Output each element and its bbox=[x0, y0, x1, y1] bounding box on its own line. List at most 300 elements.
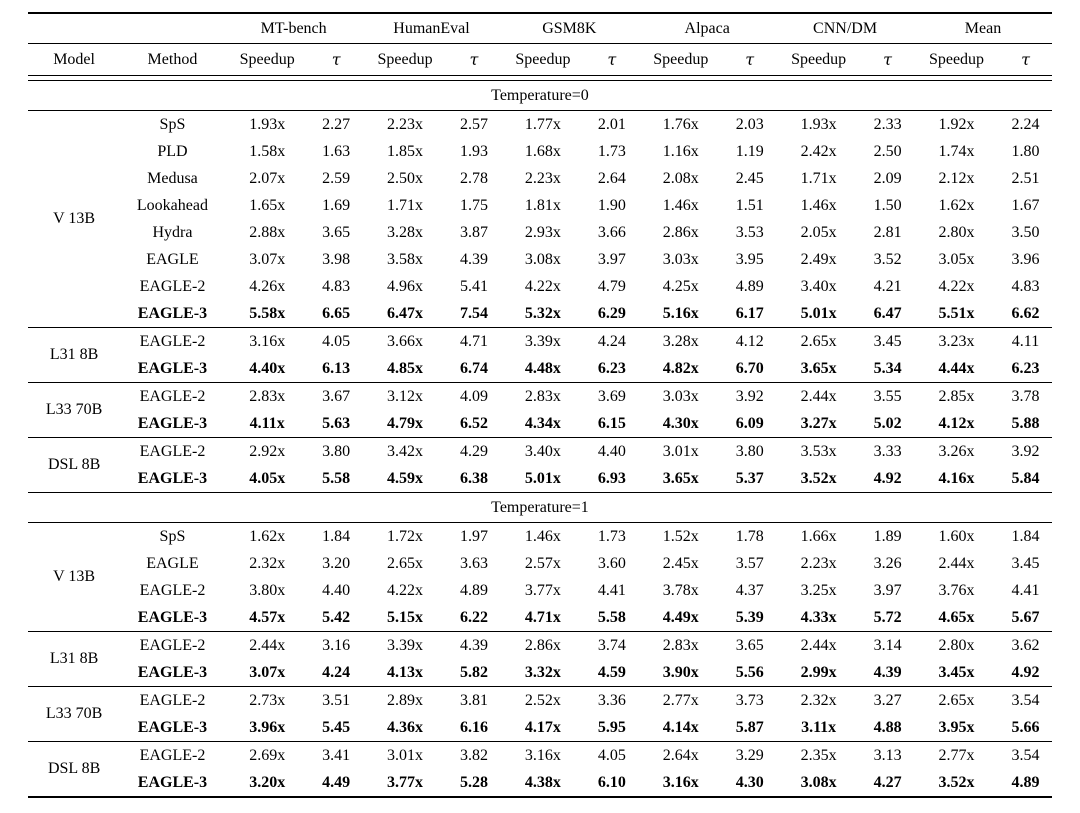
speedup-cell: 2.42x bbox=[800, 142, 837, 160]
tau-cell: 4.09 bbox=[448, 383, 501, 411]
tau-cell: 6.23 bbox=[1011, 359, 1040, 377]
tau-cell: 3.54 bbox=[999, 742, 1052, 770]
tau-cell: 4.49 bbox=[322, 773, 351, 791]
speedup-cell: 3.08x bbox=[524, 250, 561, 268]
speedup-cell: 2.23x bbox=[524, 169, 561, 187]
benchmark-name: GSM8K bbox=[500, 13, 638, 44]
speedup-cell: 2.35x bbox=[776, 742, 861, 770]
speedup-cell: 3.27x bbox=[800, 414, 837, 432]
table-row bbox=[28, 273, 1052, 300]
speedup-cell: 4.40x bbox=[249, 359, 286, 377]
tau-cell: 2.64 bbox=[597, 169, 626, 187]
tau-cell: 4.89 bbox=[459, 581, 488, 599]
speedup-cell: 4.85x bbox=[387, 359, 424, 377]
speedup-cell: 3.39x bbox=[363, 632, 448, 660]
speedup-cell: 4.48x bbox=[524, 359, 561, 377]
speedup-cell: 1.72x bbox=[363, 523, 448, 551]
tau-cell: 1.75 bbox=[459, 196, 488, 214]
speedup-cell: 2.32x bbox=[249, 554, 286, 572]
tau-cell: 3.14 bbox=[861, 632, 914, 660]
tau-cell: 4.71 bbox=[448, 328, 501, 356]
tau-cell: 3.66 bbox=[597, 223, 626, 241]
tau-cell: 6.15 bbox=[597, 414, 626, 432]
model-cell: DSL 8B bbox=[28, 438, 120, 493]
model-cell: L31 8B bbox=[28, 328, 120, 383]
speedup-cell: 3.01x bbox=[363, 742, 448, 770]
speedup-cell: 2.65x bbox=[387, 554, 424, 572]
speedup-cell: 4.49x bbox=[662, 608, 699, 626]
method-cell: EAGLE-3 bbox=[137, 608, 208, 626]
tau-cell: 4.39 bbox=[873, 663, 902, 681]
speedup-cell: 1.66x bbox=[776, 523, 861, 551]
speedup-cell: 1.71x bbox=[800, 169, 837, 187]
speedup-cell: 4.22x bbox=[387, 581, 424, 599]
tau-cell: 3.87 bbox=[459, 223, 488, 241]
tau-cell: 3.52 bbox=[873, 250, 902, 268]
speedup-cell: 2.83x bbox=[225, 383, 310, 411]
speedup-cell: 1.76x bbox=[638, 111, 723, 139]
speedup-cell: 1.16x bbox=[662, 142, 699, 160]
speedup-cell: 4.96x bbox=[387, 277, 424, 295]
speedup-cell: 2.65x bbox=[776, 328, 861, 356]
speedup-cell: 2.44x bbox=[776, 383, 861, 411]
speedup-cell: 5.16x bbox=[662, 304, 699, 322]
speedup-cell: 4.57x bbox=[249, 608, 286, 626]
speedup-cell: 3.40x bbox=[800, 277, 837, 295]
speedup-cell: 4.59x bbox=[387, 469, 424, 487]
tau-cell: 6.47 bbox=[873, 304, 902, 322]
speedup-cell: 1.81x bbox=[524, 196, 561, 214]
speedup-cell: 3.42x bbox=[363, 438, 448, 466]
speedup-cell: 4.36x bbox=[387, 718, 424, 736]
speedup-cell: 2.69x bbox=[225, 742, 310, 770]
speedup-cell: 3.95x bbox=[938, 718, 975, 736]
speedup-cell: 5.32x bbox=[524, 304, 561, 322]
method-cell: EAGLE bbox=[146, 554, 199, 572]
tau-column-header: τ bbox=[331, 50, 341, 69]
table-row bbox=[28, 632, 1052, 660]
tau-cell: 3.50 bbox=[1011, 223, 1040, 241]
tau-column-header: τ bbox=[745, 50, 755, 69]
tau-cell: 5.39 bbox=[735, 608, 764, 626]
table-row bbox=[28, 300, 1052, 328]
tau-column-header: τ bbox=[469, 50, 479, 69]
method-cell: EAGLE-2 bbox=[139, 581, 206, 599]
tau-cell: 2.50 bbox=[873, 142, 902, 160]
speedup-cell: 3.90x bbox=[662, 663, 699, 681]
table-row bbox=[28, 219, 1052, 246]
speedup-cell: 5.15x bbox=[387, 608, 424, 626]
table-row bbox=[28, 465, 1052, 493]
tau-cell: 3.73 bbox=[723, 687, 776, 715]
tau-cell: 3.65 bbox=[322, 223, 351, 241]
tau-cell: 3.97 bbox=[597, 250, 626, 268]
speedup-cell: 4.13x bbox=[387, 663, 424, 681]
speedup-results-table bbox=[28, 12, 1052, 798]
tau-cell: 3.74 bbox=[585, 632, 638, 660]
speedup-cell: 2.86x bbox=[500, 632, 585, 660]
section-title: Temperature=0 bbox=[28, 81, 1052, 111]
tau-cell: 3.29 bbox=[723, 742, 776, 770]
method-cell: EAGLE-2 bbox=[139, 277, 206, 295]
tau-cell: 6.70 bbox=[735, 359, 764, 377]
table-row bbox=[28, 742, 1052, 770]
speedup-cell: 1.92x bbox=[914, 111, 999, 139]
speedup-cell: 3.96x bbox=[249, 718, 286, 736]
table-row bbox=[28, 192, 1052, 219]
tau-cell: 5.34 bbox=[873, 359, 902, 377]
tau-cell: 4.27 bbox=[873, 773, 902, 791]
speedup-cell: 1.77x bbox=[500, 111, 585, 139]
speedup-cell: 4.65x bbox=[938, 608, 975, 626]
speedup-cell: 2.44x bbox=[938, 554, 975, 572]
tau-cell: 4.05 bbox=[310, 328, 363, 356]
speedup-cell: 3.11x bbox=[801, 718, 837, 736]
table-row bbox=[28, 328, 1052, 356]
method-cell: PLD bbox=[157, 142, 188, 160]
tau-column-header: τ bbox=[607, 50, 617, 69]
speedup-cell: 3.80x bbox=[249, 581, 286, 599]
tau-cell: 4.59 bbox=[597, 663, 626, 681]
speedup-cell: 4.33x bbox=[800, 608, 837, 626]
speedup-cell: 3.40x bbox=[500, 438, 585, 466]
model-cell: L33 70B bbox=[28, 687, 120, 742]
speedup-cell: 3.65x bbox=[800, 359, 837, 377]
tau-cell: 4.40 bbox=[585, 438, 638, 466]
tau-cell: 2.45 bbox=[735, 169, 764, 187]
table-row bbox=[28, 714, 1052, 742]
speedup-cell: 3.03x bbox=[662, 250, 699, 268]
method-cell: SpS bbox=[120, 111, 224, 139]
speedup-cell: 1.85x bbox=[387, 142, 424, 160]
speedup-cell: 2.99x bbox=[800, 663, 837, 681]
speedup-cell: 3.76x bbox=[938, 581, 975, 599]
speedup-cell: 6.47x bbox=[387, 304, 424, 322]
tau-cell: 3.45 bbox=[861, 328, 914, 356]
tau-cell: 2.78 bbox=[459, 169, 488, 187]
speedup-cell: 3.39x bbox=[500, 328, 585, 356]
tau-cell: 4.29 bbox=[448, 438, 501, 466]
speedup-cell: 2.52x bbox=[500, 687, 585, 715]
table-row bbox=[28, 138, 1052, 165]
tau-cell: 3.26 bbox=[873, 554, 902, 572]
tau-cell: 4.79 bbox=[597, 277, 626, 295]
speedup-column-header: Speedup bbox=[239, 50, 295, 68]
speedup-cell: 2.12x bbox=[938, 169, 975, 187]
tau-cell: 4.92 bbox=[1011, 663, 1040, 681]
speedup-cell: 2.83x bbox=[638, 632, 723, 660]
tau-cell: 4.30 bbox=[735, 773, 764, 791]
tau-cell: 5.28 bbox=[459, 773, 488, 791]
method-cell: Medusa bbox=[147, 169, 198, 187]
speedup-cell: 4.17x bbox=[524, 718, 561, 736]
tau-cell: 2.59 bbox=[322, 169, 351, 187]
method-cell: SpS bbox=[120, 523, 224, 551]
speedup-cell: 2.44x bbox=[225, 632, 310, 660]
tau-cell: 1.19 bbox=[735, 142, 764, 160]
speedup-cell: 3.65x bbox=[662, 469, 699, 487]
speedup-cell: 2.93x bbox=[524, 223, 561, 241]
speedup-cell: 2.85x bbox=[914, 383, 999, 411]
tau-cell: 6.62 bbox=[1011, 304, 1040, 322]
tau-cell: 4.37 bbox=[735, 581, 764, 599]
speedup-cell: 4.14x bbox=[662, 718, 699, 736]
empty-header-cell bbox=[120, 13, 224, 44]
tau-cell: 3.51 bbox=[310, 687, 363, 715]
speedup-cell: 4.71x bbox=[524, 608, 561, 626]
tau-cell: 4.11 bbox=[999, 328, 1052, 356]
tau-cell: 1.73 bbox=[585, 523, 638, 551]
model-cell: V 13B bbox=[28, 111, 120, 328]
speedup-cell: 1.93x bbox=[225, 111, 310, 139]
tau-column-header: τ bbox=[1021, 50, 1030, 69]
tau-cell: 2.09 bbox=[873, 169, 902, 187]
tau-cell: 4.92 bbox=[873, 469, 902, 487]
table-row bbox=[28, 383, 1052, 411]
method-cell: EAGLE-3 bbox=[137, 414, 208, 432]
tau-cell: 1.67 bbox=[1011, 196, 1040, 214]
tau-cell: 4.05 bbox=[585, 742, 638, 770]
speedup-cell: 3.25x bbox=[800, 581, 837, 599]
speedup-cell: 5.01x bbox=[800, 304, 837, 322]
tau-cell: 2.57 bbox=[448, 111, 501, 139]
speedup-cell: 3.16x bbox=[662, 773, 699, 791]
speedup-cell: 4.26x bbox=[249, 277, 286, 295]
tau-cell: 6.22 bbox=[459, 608, 488, 626]
speedup-cell: 3.03x bbox=[638, 383, 723, 411]
tau-cell: 3.20 bbox=[322, 554, 351, 572]
table-row bbox=[28, 111, 1052, 139]
speedup-cell: 3.16x bbox=[500, 742, 585, 770]
tau-cell: 3.98 bbox=[322, 250, 351, 268]
tau-cell: 5.95 bbox=[597, 718, 626, 736]
model-column-header: Model bbox=[53, 50, 95, 68]
speedup-cell: 3.26x bbox=[914, 438, 999, 466]
speedup-cell: 3.07x bbox=[249, 663, 286, 681]
speedup-cell: 2.65x bbox=[914, 687, 999, 715]
table-row bbox=[28, 659, 1052, 687]
speedup-cell: 2.45x bbox=[662, 554, 699, 572]
model-cell: DSL 8B bbox=[28, 742, 120, 798]
speedup-cell: 3.08x bbox=[800, 773, 837, 791]
tau-cell: 3.78 bbox=[999, 383, 1052, 411]
tau-cell: 6.93 bbox=[597, 469, 626, 487]
table-row bbox=[28, 769, 1052, 797]
speedup-cell: 3.52x bbox=[800, 469, 837, 487]
tau-cell: 5.58 bbox=[322, 469, 351, 487]
table-row bbox=[28, 410, 1052, 438]
tau-cell: 6.17 bbox=[735, 304, 764, 322]
tau-cell: 1.89 bbox=[861, 523, 914, 551]
speedup-cell: 3.07x bbox=[249, 250, 286, 268]
table-row bbox=[28, 165, 1052, 192]
tau-cell: 3.53 bbox=[735, 223, 764, 241]
tau-cell: 3.96 bbox=[1011, 250, 1040, 268]
tau-cell: 3.92 bbox=[999, 438, 1052, 466]
method-cell: EAGLE-3 bbox=[137, 663, 208, 681]
tau-cell: 5.63 bbox=[322, 414, 351, 432]
method-cell: EAGLE-3 bbox=[137, 359, 208, 377]
section-title: Temperature=1 bbox=[28, 493, 1052, 523]
speedup-cell: 4.22x bbox=[524, 277, 561, 295]
tau-cell: 4.41 bbox=[597, 581, 626, 599]
tau-cell: 3.63 bbox=[459, 554, 488, 572]
method-cell: EAGLE-3 bbox=[137, 469, 208, 487]
tau-cell: 3.60 bbox=[597, 554, 626, 572]
tau-cell: 3.16 bbox=[310, 632, 363, 660]
section-header-row bbox=[28, 493, 1052, 523]
tau-cell: 3.81 bbox=[448, 687, 501, 715]
tau-cell: 3.13 bbox=[861, 742, 914, 770]
speedup-cell: 2.23x bbox=[363, 111, 448, 139]
method-cell: EAGLE-3 bbox=[137, 773, 208, 791]
speedup-cell: 3.01x bbox=[638, 438, 723, 466]
speedup-cell: 1.46x bbox=[800, 196, 837, 214]
tau-cell: 4.83 bbox=[322, 277, 351, 295]
speedup-cell: 3.77x bbox=[387, 773, 424, 791]
table-row bbox=[28, 246, 1052, 273]
empty-header-cell bbox=[28, 13, 120, 44]
speedup-cell: 3.58x bbox=[387, 250, 424, 268]
tau-cell: 6.52 bbox=[459, 414, 488, 432]
method-cell: EAGLE-2 bbox=[120, 632, 224, 660]
tau-cell: 3.41 bbox=[310, 742, 363, 770]
column-header-row bbox=[28, 44, 1052, 76]
tau-cell: 2.81 bbox=[873, 223, 902, 241]
tau-cell: 1.69 bbox=[322, 196, 351, 214]
speedup-cell: 3.12x bbox=[363, 383, 448, 411]
table-body bbox=[28, 81, 1052, 798]
tau-cell: 2.24 bbox=[999, 111, 1052, 139]
speedup-cell: 3.78x bbox=[662, 581, 699, 599]
speedup-cell: 2.23x bbox=[800, 554, 837, 572]
speedup-cell: 1.68x bbox=[524, 142, 561, 160]
tau-cell: 5.02 bbox=[873, 414, 902, 432]
model-cell: V 13B bbox=[28, 523, 120, 632]
speedup-cell: 5.51x bbox=[938, 304, 975, 322]
tau-cell: 5.84 bbox=[1011, 469, 1040, 487]
tau-cell: 1.80 bbox=[1011, 142, 1040, 160]
section-header-row bbox=[28, 81, 1052, 111]
speedup-cell: 2.77x bbox=[914, 742, 999, 770]
results-table-container bbox=[28, 12, 1052, 798]
speedup-cell: 1.46x bbox=[500, 523, 585, 551]
tau-cell: 1.78 bbox=[723, 523, 776, 551]
speedup-cell: 2.80x bbox=[914, 632, 999, 660]
speedup-cell: 3.05x bbox=[938, 250, 975, 268]
tau-cell: 1.84 bbox=[310, 523, 363, 551]
tau-cell: 3.33 bbox=[861, 438, 914, 466]
tau-cell: 5.56 bbox=[735, 663, 764, 681]
tau-cell: 4.88 bbox=[873, 718, 902, 736]
method-cell: EAGLE-2 bbox=[120, 383, 224, 411]
tau-cell: 4.24 bbox=[585, 328, 638, 356]
tau-cell: 5.37 bbox=[735, 469, 764, 487]
tau-cell: 6.38 bbox=[459, 469, 488, 487]
tau-cell: 5.67 bbox=[1011, 608, 1040, 626]
tau-cell: 4.39 bbox=[459, 250, 488, 268]
speedup-cell: 3.45x bbox=[938, 663, 975, 681]
speedup-cell: 2.64x bbox=[638, 742, 723, 770]
tau-cell: 3.95 bbox=[735, 250, 764, 268]
table-row bbox=[28, 604, 1052, 632]
speedup-cell: 2.07x bbox=[249, 169, 286, 187]
tau-cell: 3.80 bbox=[310, 438, 363, 466]
tau-cell: 7.54 bbox=[459, 304, 488, 322]
tau-cell: 4.89 bbox=[735, 277, 764, 295]
tau-cell: 3.57 bbox=[735, 554, 764, 572]
benchmark-name: MT-bench bbox=[225, 13, 363, 44]
speedup-cell: 4.79x bbox=[387, 414, 424, 432]
tau-cell: 5.41 bbox=[459, 277, 488, 295]
tau-cell: 2.51 bbox=[1011, 169, 1040, 187]
tau-cell: 5.82 bbox=[459, 663, 488, 681]
benchmark-name: Mean bbox=[914, 13, 1052, 44]
speedup-cell: 3.53x bbox=[776, 438, 861, 466]
tau-cell: 1.97 bbox=[448, 523, 501, 551]
tau-cell: 3.54 bbox=[999, 687, 1052, 715]
speedup-cell: 3.66x bbox=[363, 328, 448, 356]
speedup-cell: 1.93x bbox=[776, 111, 861, 139]
speedup-cell: 2.49x bbox=[800, 250, 837, 268]
method-cell: EAGLE-2 bbox=[120, 687, 224, 715]
tau-cell: 6.65 bbox=[322, 304, 351, 322]
table-row bbox=[28, 523, 1052, 551]
speedup-cell: 2.05x bbox=[800, 223, 837, 241]
speedup-column-header: Speedup bbox=[377, 50, 433, 68]
speedup-cell: 3.23x bbox=[914, 328, 999, 356]
method-column-header: Method bbox=[147, 50, 198, 68]
tau-cell: 3.69 bbox=[585, 383, 638, 411]
table-row bbox=[28, 687, 1052, 715]
tau-cell: 3.45 bbox=[1011, 554, 1040, 572]
table-row bbox=[28, 550, 1052, 577]
speedup-cell: 1.62x bbox=[938, 196, 975, 214]
speedup-cell: 4.44x bbox=[938, 359, 975, 377]
speedup-cell: 2.08x bbox=[662, 169, 699, 187]
speedup-column-header: Speedup bbox=[515, 50, 571, 68]
speedup-cell: 4.05x bbox=[249, 469, 286, 487]
tau-column-header: τ bbox=[883, 50, 892, 69]
speedup-cell: 2.73x bbox=[225, 687, 310, 715]
tau-cell: 6.16 bbox=[459, 718, 488, 736]
speedup-cell: 2.57x bbox=[524, 554, 561, 572]
tau-cell: 2.01 bbox=[585, 111, 638, 139]
speedup-cell: 2.89x bbox=[363, 687, 448, 715]
tau-cell: 5.58 bbox=[597, 608, 626, 626]
tau-cell: 6.10 bbox=[597, 773, 626, 791]
speedup-column-header: Speedup bbox=[928, 50, 985, 68]
speedup-cell: 1.60x bbox=[914, 523, 999, 551]
speedup-cell: 1.74x bbox=[938, 142, 975, 160]
tau-cell: 3.67 bbox=[310, 383, 363, 411]
tau-cell: 5.87 bbox=[735, 718, 764, 736]
method-cell: EAGLE-2 bbox=[120, 742, 224, 770]
speedup-cell: 3.52x bbox=[938, 773, 975, 791]
tau-cell: 3.36 bbox=[585, 687, 638, 715]
speedup-cell: 1.62x bbox=[225, 523, 310, 551]
tau-cell: 3.92 bbox=[723, 383, 776, 411]
speedup-cell: 5.01x bbox=[524, 469, 561, 487]
speedup-cell: 2.83x bbox=[500, 383, 585, 411]
tau-cell: 4.24 bbox=[322, 663, 351, 681]
speedup-cell: 1.65x bbox=[249, 196, 286, 214]
method-cell: EAGLE-3 bbox=[137, 304, 208, 322]
speedup-cell: 2.32x bbox=[776, 687, 861, 715]
speedup-cell: 2.88x bbox=[249, 223, 286, 241]
tau-cell: 1.50 bbox=[873, 196, 902, 214]
speedup-cell: 3.77x bbox=[524, 581, 561, 599]
